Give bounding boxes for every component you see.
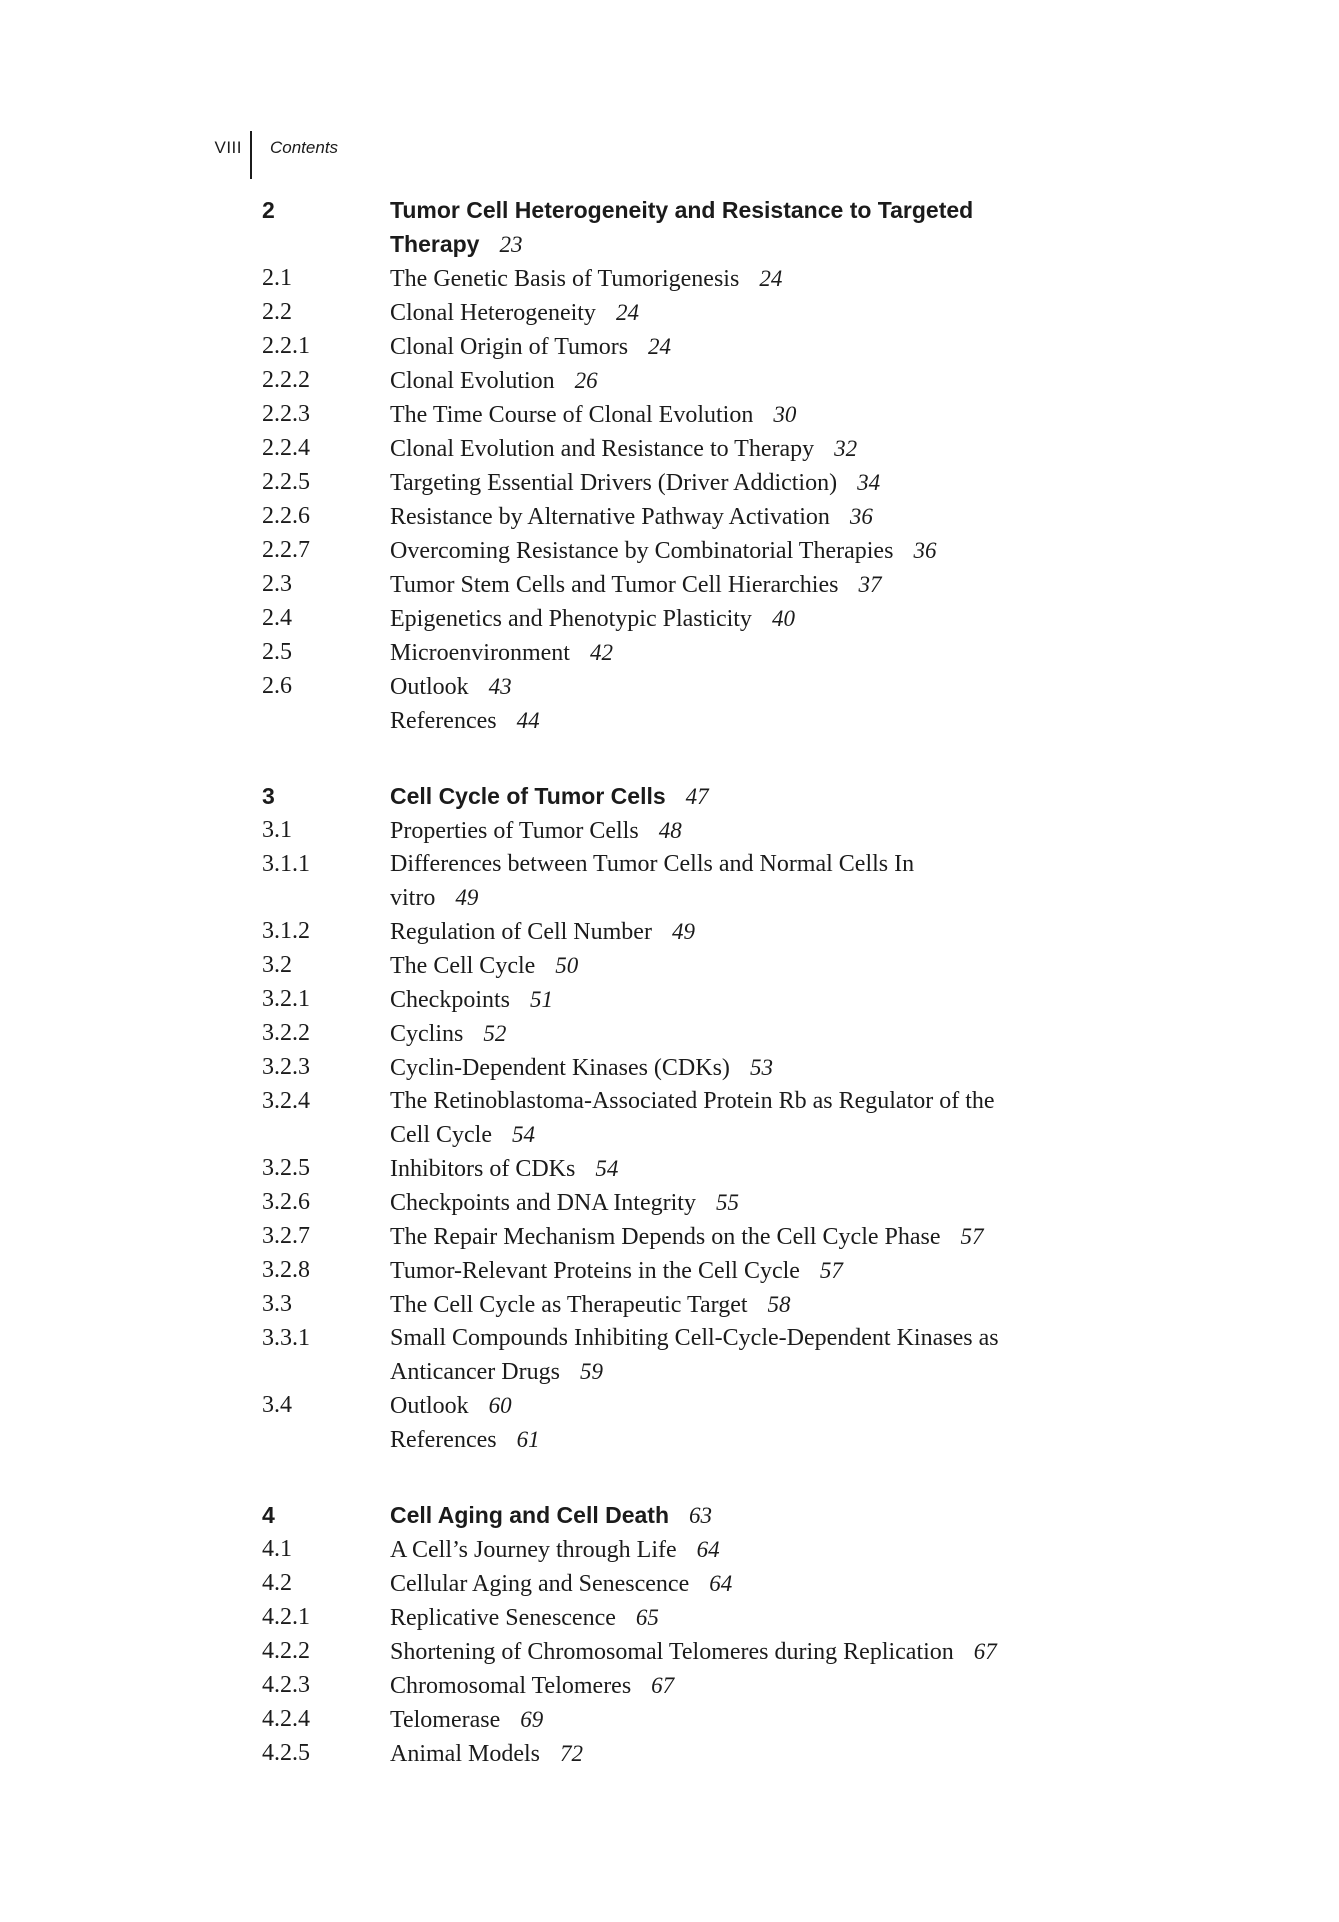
- entry-text-cell: [390, 1737, 1100, 1771]
- entry-text-cell: [390, 1567, 1100, 1601]
- entry-page-number: 67: [651, 1673, 675, 1698]
- entry-number: 4.2.4: [262, 1706, 310, 1732]
- entry-title: Overcoming Resistance by Combinatorial Therapies: [390, 538, 894, 564]
- entry-text-cell: [390, 915, 1100, 949]
- entry-page-number: 51: [530, 987, 553, 1012]
- toc-entry-row: [262, 915, 1100, 949]
- entry-page-number: 47: [685, 784, 709, 809]
- toc-entry-row: [262, 398, 1100, 432]
- entry-page-number: 65: [635, 1605, 659, 1630]
- entry-page-number: 48: [658, 818, 682, 843]
- toc-entry-row: [262, 1322, 1100, 1355]
- toc-entry-row: [262, 1669, 1100, 1703]
- entry-number: 3.2.6: [262, 1189, 310, 1215]
- entry-title: vitro: [390, 885, 436, 911]
- page-number: VIII: [214, 138, 242, 157]
- entry-page-number: 36: [849, 504, 873, 529]
- toc-entry-row: [262, 602, 1100, 636]
- entry-number: 2.2.5: [262, 469, 310, 495]
- toc-entry-row: [262, 1389, 1100, 1423]
- entry-number: [262, 1355, 390, 1389]
- entry-page-number: 72: [560, 1741, 583, 1766]
- entry-text-cell: [390, 1322, 1100, 1355]
- entry-number: 4.1: [262, 1536, 292, 1562]
- entry-number: 2.5: [262, 639, 292, 665]
- entry-title: Tumor Cell Heterogeneity and Resistance to Targeted Therapy: [390, 197, 974, 257]
- toc-chapter-row: [262, 194, 1100, 262]
- entry-title: Tumor-Relevant Proteins in the Cell Cycle: [390, 1258, 800, 1284]
- running-head: Contents: [270, 138, 339, 157]
- entry-title: Clonal Evolution: [390, 368, 555, 394]
- entry-page-number: 44: [516, 708, 540, 733]
- entry-title: Animal Models: [390, 1741, 540, 1767]
- entry-number: [262, 1423, 390, 1457]
- entry-title: Tumor Stem Cells and Tumor Cell Hierarchies: [390, 572, 839, 598]
- entry-text-cell: [390, 568, 1100, 602]
- toc-chapter-row: [262, 1499, 1100, 1533]
- entry-title: References: [390, 1427, 497, 1453]
- entry-number: 3.3: [262, 1291, 292, 1317]
- toc-entry-row: [262, 1635, 1100, 1669]
- entry-text-cell: [390, 848, 1100, 881]
- entry-text-cell: [390, 1220, 1100, 1254]
- entry-text-cell: [390, 1423, 1100, 1457]
- entry-title: References: [390, 708, 497, 734]
- entry-number: 3.4: [262, 1392, 292, 1418]
- header-divider: [250, 131, 252, 179]
- toc-chapter: [262, 1499, 1100, 1771]
- entry-text-cell: [390, 1017, 1100, 1051]
- toc-entry-row: [262, 881, 1100, 915]
- entry-title: Checkpoints and DNA Integrity: [390, 1190, 696, 1216]
- entry-number: 2.2.4: [262, 435, 310, 461]
- entry-text-cell: [390, 1499, 1100, 1533]
- toc-entry-row: [262, 534, 1100, 568]
- entry-title: Cell Cycle: [390, 1122, 492, 1148]
- entry-text-cell: [390, 780, 1100, 814]
- entry-number: 3.2: [262, 952, 292, 978]
- toc-entry-row: [262, 1567, 1100, 1601]
- toc-entry-row: [262, 1017, 1100, 1051]
- entry-text-cell: [390, 194, 1100, 262]
- entry-page-number: 30: [773, 402, 797, 427]
- toc-entry-row: [262, 500, 1100, 534]
- entry-title: Replicative Senescence: [390, 1605, 616, 1631]
- toc-entry-row: [262, 262, 1100, 296]
- entry-page-number: 54: [511, 1122, 535, 1147]
- entry-number: 2.4: [262, 605, 292, 631]
- entry-number: 2.1: [262, 265, 292, 291]
- entry-page-number: 53: [749, 1055, 773, 1080]
- entry-text-cell: [390, 881, 1100, 915]
- toc-entry-row: [262, 1186, 1100, 1220]
- entry-text-cell: [390, 1389, 1100, 1423]
- entry-text-cell: [390, 983, 1100, 1017]
- entry-title: Small Compounds Inhibiting Cell-Cycle-Dependent Kinases as: [390, 1325, 999, 1351]
- entry-title: Inhibitors of CDKs: [390, 1156, 576, 1182]
- entry-text-cell: [390, 1355, 1100, 1389]
- toc-entry-row: [262, 1288, 1100, 1322]
- entry-text-cell: [390, 432, 1100, 466]
- entry-text-cell: [390, 1118, 1100, 1152]
- entry-title: Cell Cycle of Tumor Cells: [390, 783, 666, 809]
- entry-title: Shortening of Chromosomal Telomeres during Replication: [390, 1639, 954, 1665]
- entry-page-number: 32: [834, 436, 858, 461]
- entry-title: The Repair Mechanism Depends on the Cell Cycle Phase: [390, 1224, 941, 1250]
- entry-page-number: 49: [455, 885, 479, 910]
- entry-number: 2.2.1: [262, 333, 310, 359]
- toc-entry-row: [262, 432, 1100, 466]
- entry-title: Checkpoints: [390, 987, 510, 1013]
- entry-title: Microenvironment: [390, 640, 570, 666]
- toc-entry-row: [262, 1533, 1100, 1567]
- toc-entry-row: [262, 1355, 1100, 1389]
- entry-text-cell: [390, 704, 1100, 738]
- entry-page-number: 69: [520, 1707, 544, 1732]
- entry-number: 2.2: [262, 299, 292, 325]
- entry-page-number: 55: [715, 1190, 739, 1215]
- entry-text-cell: [390, 1635, 1100, 1669]
- entry-text-cell: [390, 814, 1100, 848]
- entry-number: 3.1.1: [262, 851, 310, 877]
- entry-page-number: 59: [579, 1359, 603, 1384]
- entry-text-cell: [390, 1186, 1100, 1220]
- toc-chapter: [262, 194, 1100, 738]
- entry-page-number: 49: [671, 919, 695, 944]
- toc-entry-row: [262, 364, 1100, 398]
- toc-entry-row: [262, 949, 1100, 983]
- entry-text-cell: [390, 636, 1100, 670]
- entry-text-cell: [390, 296, 1100, 330]
- toc-entry-row: [262, 1423, 1100, 1457]
- toc-entry-row: [262, 1118, 1100, 1152]
- entry-page-number: 50: [555, 953, 579, 978]
- entry-page-number: 52: [483, 1021, 507, 1046]
- toc-entry-row: [262, 466, 1100, 500]
- entry-text-cell: [390, 1051, 1100, 1085]
- entry-page-number: 57: [960, 1224, 984, 1249]
- entry-page-number: 40: [771, 606, 795, 631]
- toc-chapter-row: [262, 780, 1100, 814]
- entry-title: Chromosomal Telomeres: [390, 1673, 632, 1699]
- entry-number: 2.2.7: [262, 537, 310, 563]
- entry-number: 4.2.1: [262, 1604, 310, 1630]
- entry-page-number: 26: [574, 368, 598, 393]
- entry-number: 2.6: [262, 673, 292, 699]
- entry-page-number: 63: [689, 1503, 713, 1528]
- entry-text-cell: [390, 466, 1100, 500]
- entry-title: Anticancer Drugs: [390, 1359, 560, 1385]
- entry-number: 2.3: [262, 571, 292, 597]
- entry-page-number: 42: [589, 640, 613, 665]
- entry-page-number: 58: [767, 1292, 791, 1317]
- entry-text-cell: [390, 1085, 1100, 1118]
- entry-number: 4.2.2: [262, 1638, 310, 1664]
- entry-text-cell: [390, 1533, 1100, 1567]
- toc-entry-row: [262, 568, 1100, 602]
- toc-entry-row: [262, 1703, 1100, 1737]
- entry-title: Cellular Aging and Senescence: [390, 1571, 690, 1597]
- entry-number: 2.2.6: [262, 503, 310, 529]
- entry-title: Regulation of Cell Number: [390, 919, 652, 945]
- entry-number: 3.2.5: [262, 1155, 310, 1181]
- entry-title: Outlook: [390, 1393, 469, 1419]
- toc-entry-row: [262, 983, 1100, 1017]
- toc-entry-row: [262, 814, 1100, 848]
- entry-title: Targeting Essential Drivers (Driver Addiction): [390, 470, 838, 496]
- entry-number: 3.1: [262, 817, 292, 843]
- toc-chapter: [262, 780, 1100, 1457]
- entry-title: Cell Aging and Cell Death: [390, 1502, 670, 1528]
- entry-title: Properties of Tumor Cells: [390, 818, 639, 844]
- toc-entry-row: [262, 1737, 1100, 1771]
- entry-text-cell: [390, 500, 1100, 534]
- entry-number: 3.2.7: [262, 1223, 310, 1249]
- toc-entry-row: [262, 1085, 1100, 1118]
- entry-page-number: 64: [709, 1571, 733, 1596]
- entry-number: [262, 881, 390, 915]
- entry-page-number: 60: [488, 1393, 512, 1418]
- entry-page-number: 24: [759, 266, 783, 291]
- entry-title: The Cell Cycle as Therapeutic Target: [390, 1292, 748, 1318]
- entry-title: Resistance by Alternative Pathway Activation: [390, 504, 830, 530]
- entry-title: Clonal Heterogeneity: [390, 300, 596, 326]
- entry-page-number: 54: [595, 1156, 619, 1181]
- toc-entry-row: [262, 296, 1100, 330]
- entry-page-number: 67: [973, 1639, 997, 1664]
- toc-entry-row: [262, 704, 1100, 738]
- toc-entry-row: [262, 1601, 1100, 1635]
- entry-number: 3.2.3: [262, 1054, 310, 1080]
- entry-text-cell: [390, 602, 1100, 636]
- entry-title: The Genetic Basis of Tumorigenesis: [390, 266, 740, 292]
- entry-text-cell: [390, 949, 1100, 983]
- entry-number: [262, 1118, 390, 1152]
- entry-title: The Cell Cycle: [390, 953, 536, 979]
- table-of-contents: [262, 194, 1100, 1771]
- entry-text-cell: [390, 1288, 1100, 1322]
- entry-number: 3.1.2: [262, 918, 310, 944]
- entry-text-cell: [390, 534, 1100, 568]
- entry-text-cell: [390, 1152, 1100, 1186]
- entry-title: Telomerase: [390, 1707, 501, 1733]
- entry-title: Differences between Tumor Cells and Normal Cells In: [390, 851, 915, 877]
- entry-number: 4.2.3: [262, 1672, 310, 1698]
- entry-number: [262, 704, 390, 738]
- toc-entry-row: [262, 848, 1100, 881]
- entry-page-number: 24: [615, 300, 639, 325]
- entry-page-number: 34: [857, 470, 881, 495]
- toc-entry-row: [262, 670, 1100, 704]
- entry-title: A Cell’s Journey through Life: [390, 1537, 677, 1563]
- entry-title: Epigenetics and Phenotypic Plasticity: [390, 606, 752, 632]
- entry-number: 2.2.2: [262, 367, 310, 393]
- entry-page-number: 57: [819, 1258, 843, 1283]
- entry-number: 3.2.8: [262, 1257, 310, 1283]
- entry-text-cell: [390, 1669, 1100, 1703]
- entry-page-number: 23: [499, 232, 523, 257]
- toc-entry-row: [262, 330, 1100, 364]
- entry-number: 3.2.4: [262, 1088, 310, 1114]
- entry-title: Clonal Origin of Tumors: [390, 334, 629, 360]
- entry-page-number: 61: [516, 1427, 540, 1452]
- entry-text-cell: [390, 398, 1100, 432]
- entry-title: Outlook: [390, 674, 469, 700]
- entry-number: 3: [262, 783, 275, 809]
- entry-title: Clonal Evolution and Resistance to Therapy: [390, 436, 815, 462]
- entry-number: 3.3.1: [262, 1325, 310, 1351]
- entry-text-cell: [390, 670, 1100, 704]
- entry-text-cell: [390, 262, 1100, 296]
- entry-page-number: 64: [696, 1537, 720, 1562]
- entry-number: 3.2.2: [262, 1020, 310, 1046]
- entry-page-number: 43: [488, 674, 512, 699]
- toc-entry-row: [262, 1254, 1100, 1288]
- entry-number: 4.2: [262, 1570, 292, 1596]
- entry-number: 2: [262, 197, 275, 223]
- toc-entry-row: [262, 1051, 1100, 1085]
- toc-entry-row: [262, 1220, 1100, 1254]
- entry-title: The Retinoblastoma-Associated Protein Rb as Regulator of the: [390, 1088, 995, 1114]
- entry-page-number: 24: [648, 334, 672, 359]
- entry-number: 4: [262, 1502, 275, 1528]
- entry-page-number: 36: [913, 538, 937, 563]
- entry-number: 4.2.5: [262, 1740, 310, 1766]
- entry-number: 3.2.1: [262, 986, 310, 1012]
- entry-text-cell: [390, 364, 1100, 398]
- toc-entry-row: [262, 1152, 1100, 1186]
- toc-entry-row: [262, 636, 1100, 670]
- entry-number: 2.2.3: [262, 401, 310, 427]
- entry-text-cell: [390, 1703, 1100, 1737]
- entry-text-cell: [390, 330, 1100, 364]
- entry-title: Cyclin-Dependent Kinases (CDKs): [390, 1055, 730, 1081]
- entry-page-number: 37: [858, 572, 882, 597]
- entry-text-cell: [390, 1254, 1100, 1288]
- entry-text-cell: [390, 1601, 1100, 1635]
- entry-title: Cyclins: [390, 1021, 464, 1047]
- entry-title: The Time Course of Clonal Evolution: [390, 402, 754, 428]
